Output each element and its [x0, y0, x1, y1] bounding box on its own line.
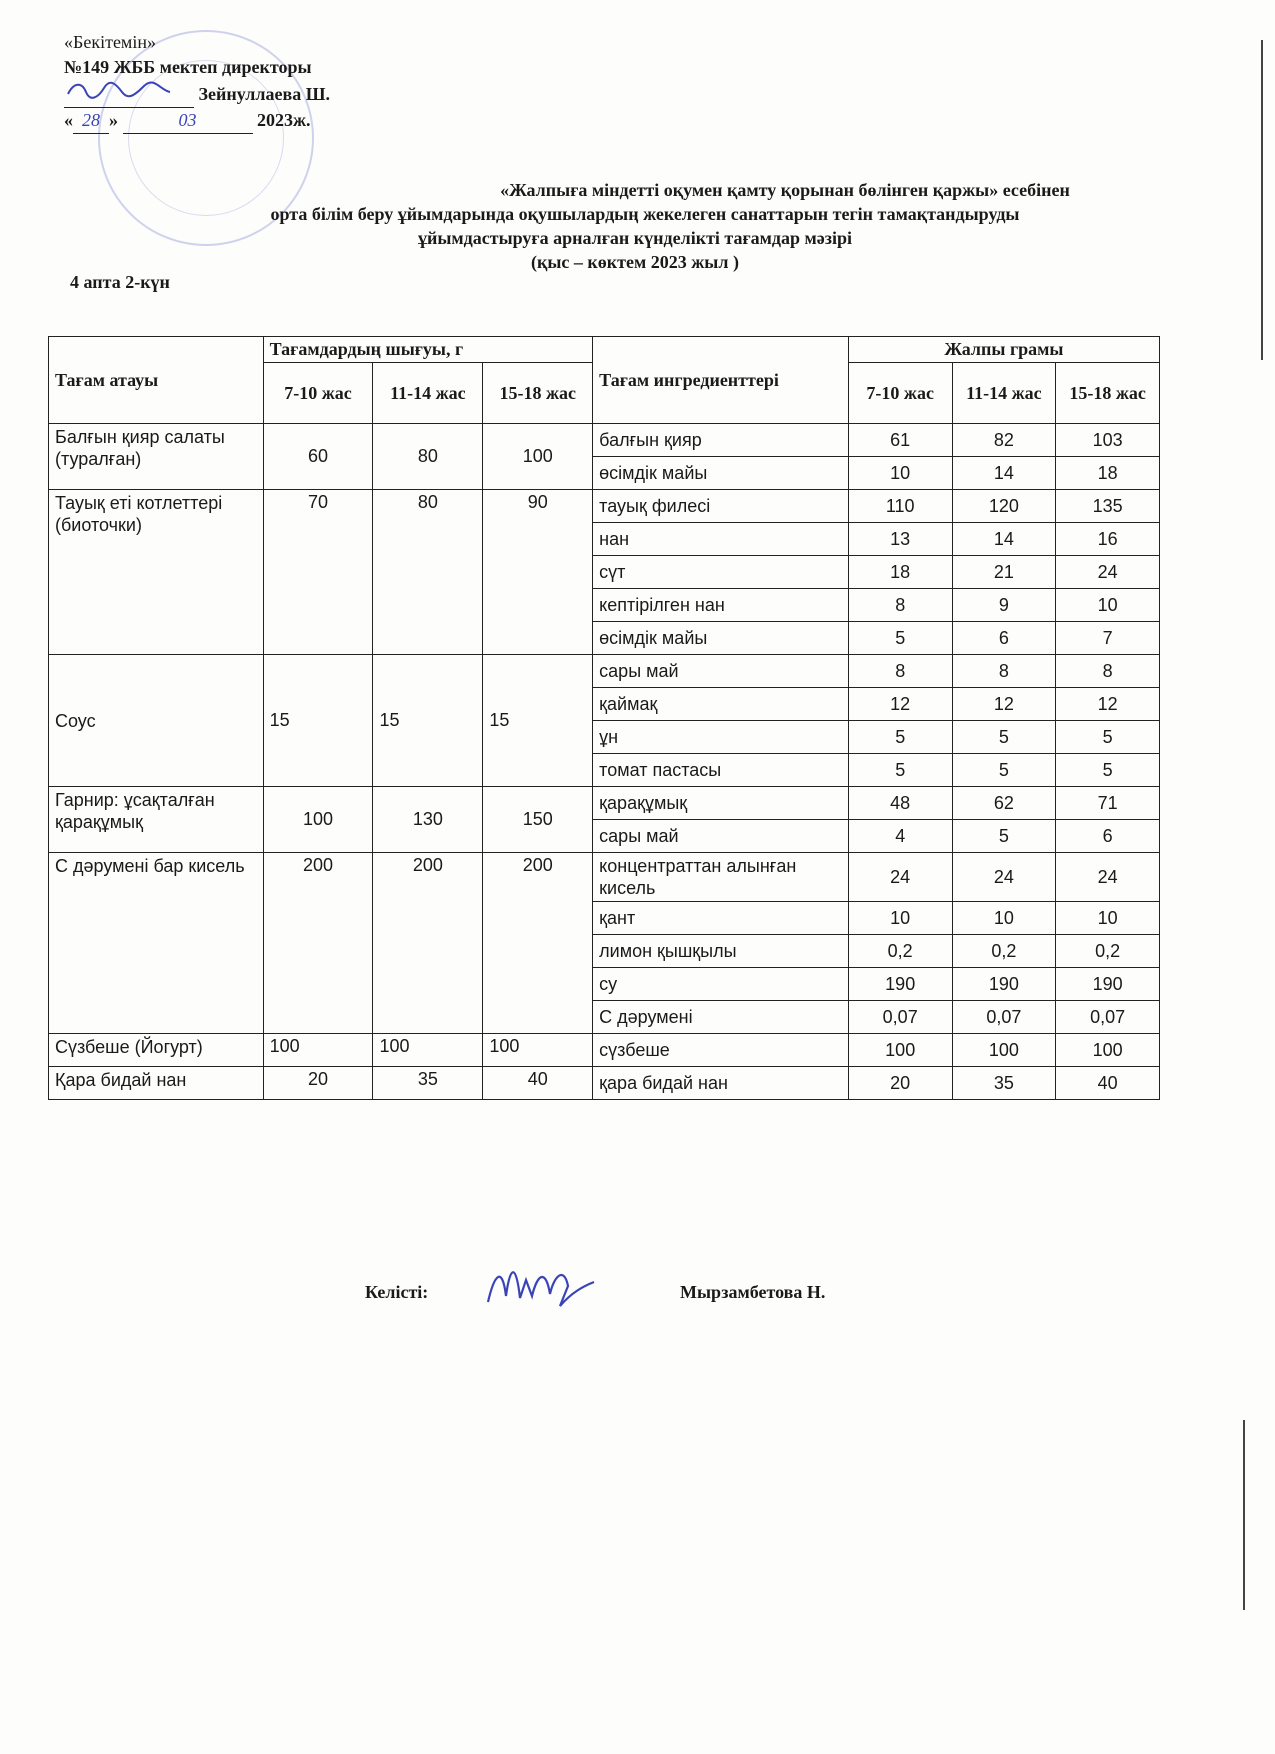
agreed-name: Мырзамбетова Н. — [680, 1282, 826, 1302]
ingredient-name: концентраттан алынған кисель — [593, 853, 849, 902]
total-value: 12 — [952, 688, 1056, 721]
total-value: 0,07 — [952, 1001, 1056, 1034]
approval-position: №149 ЖББ мектеп директоры — [64, 57, 312, 77]
dish-output: 200 — [263, 853, 373, 1034]
week-day-label: 4 апта 2-күн — [70, 272, 170, 292]
ingredient-name: өсімдік майы — [593, 622, 849, 655]
total-value: 5 — [848, 721, 952, 754]
approval-date-month: 03 — [123, 108, 253, 134]
header-age-out-1: 7-10 жас — [263, 363, 373, 424]
total-value: 5 — [1056, 721, 1160, 754]
dish-output: 100 — [373, 1034, 483, 1067]
dish-output: 40 — [483, 1067, 593, 1100]
ingredient-name: ұн — [593, 721, 849, 754]
ingredient-name: нан — [593, 523, 849, 556]
total-value: 16 — [1056, 523, 1160, 556]
total-value: 35 — [952, 1067, 1056, 1100]
dish-output: 20 — [263, 1067, 373, 1100]
total-value: 7 — [1056, 622, 1160, 655]
approval-date-day: 28 — [73, 108, 109, 134]
ingredient-name: қара бидай нан — [593, 1067, 849, 1100]
ingredient-name: қаймақ — [593, 688, 849, 721]
header-age-tot-2: 11-14 жас — [952, 363, 1056, 424]
approval-signature — [64, 80, 194, 108]
total-value: 10 — [848, 902, 952, 935]
approval-date-line: « 28 » 03 2023ж. — [64, 108, 330, 134]
ingredient-name: сүзбеше — [593, 1034, 849, 1067]
total-value: 190 — [1056, 968, 1160, 1001]
signature-icon — [64, 80, 174, 100]
dish-output: 200 — [373, 853, 483, 1034]
dish-output: 200 — [483, 853, 593, 1034]
dish-name: Тауық еті котлеттері (биоточки) — [49, 490, 264, 655]
ingredient-name: сүт — [593, 556, 849, 589]
total-value: 24 — [1056, 853, 1160, 902]
ingredient-name: сары май — [593, 655, 849, 688]
total-value: 14 — [952, 523, 1056, 556]
dish-output: 15 — [373, 655, 483, 787]
total-value: 0,2 — [1056, 935, 1160, 968]
agreed-label: Келісті: — [365, 1282, 429, 1302]
header-dish: Тағам атауы — [49, 337, 264, 424]
ingredient-name: су — [593, 968, 849, 1001]
total-value: 18 — [848, 556, 952, 589]
total-value: 13 — [848, 523, 952, 556]
dish-output: 130 — [373, 787, 483, 853]
dish-output: 100 — [483, 1034, 593, 1067]
table-row — [49, 787, 1160, 820]
header-age-tot-3: 15-18 жас — [1056, 363, 1160, 424]
total-value: 71 — [1056, 787, 1160, 820]
approval-director-line — [64, 80, 330, 108]
total-value: 5 — [1056, 754, 1160, 787]
dish-output: 100 — [263, 787, 373, 853]
header-output: Тағамдардың шығуы, г — [263, 337, 593, 363]
header-age-out-2: 11-14 жас — [373, 363, 483, 424]
total-value: 14 — [952, 457, 1056, 490]
total-value: 8 — [1056, 655, 1160, 688]
header-total: Жалпы грамы — [848, 337, 1159, 363]
total-value: 135 — [1056, 490, 1160, 523]
total-value: 6 — [1056, 820, 1160, 853]
scan-edge-line — [1261, 40, 1263, 360]
dish-output: 15 — [263, 655, 373, 787]
approval-block — [64, 30, 330, 134]
total-value: 12 — [848, 688, 952, 721]
total-value: 8 — [848, 589, 952, 622]
total-value: 8 — [848, 655, 952, 688]
dish-name: Балғын қияр салаты (туралған) — [49, 424, 264, 490]
title-line-4: (қыс – көктем 2023 жыл ) — [531, 252, 739, 272]
ingredient-name: сары май — [593, 820, 849, 853]
dish-name: Қара бидай нан — [49, 1067, 264, 1100]
total-value: 5 — [848, 754, 952, 787]
total-value: 190 — [952, 968, 1056, 1001]
table-row — [49, 655, 1160, 688]
total-value: 12 — [1056, 688, 1160, 721]
title-line-3: ұйымдастыруға арналған күнделікті тағамдар мәзірі — [417, 228, 853, 248]
total-value: 0,2 — [848, 935, 952, 968]
total-value: 100 — [952, 1034, 1056, 1067]
table-row — [49, 1034, 1160, 1067]
total-value: 5 — [952, 721, 1056, 754]
total-value: 8 — [952, 655, 1056, 688]
title-line-1: «Жалпыға міндетті оқумен қамту қорынан бөлінген қаржы» есебінен — [500, 180, 1070, 200]
ingredient-name: лимон қышқылы — [593, 935, 849, 968]
total-value: 100 — [848, 1034, 952, 1067]
total-value: 48 — [848, 787, 952, 820]
total-value: 24 — [952, 853, 1056, 902]
table-row — [49, 853, 1160, 902]
approval-director-name: Зейнуллаева Ш. — [198, 84, 330, 104]
title-line-2: орта білім беру ұйымдарында оқушылардың жекелеген санаттарын тегін тамақтандыруды — [270, 204, 1020, 224]
header-ingredients: Тағам ингредиенттері — [593, 337, 849, 424]
total-value: 62 — [952, 787, 1056, 820]
total-value: 61 — [848, 424, 952, 457]
total-value: 10 — [952, 902, 1056, 935]
dish-output: 70 — [263, 490, 373, 655]
total-value: 5 — [848, 622, 952, 655]
dish-output: 80 — [373, 424, 483, 490]
total-value: 0,07 — [1056, 1001, 1160, 1034]
ingredient-name: С дәрумені — [593, 1001, 849, 1034]
total-value: 21 — [952, 556, 1056, 589]
ingredient-name: қант — [593, 902, 849, 935]
total-value: 40 — [1056, 1067, 1160, 1100]
total-value: 103 — [1056, 424, 1160, 457]
ingredient-name: қарақұмық — [593, 787, 849, 820]
total-value: 10 — [848, 457, 952, 490]
table-row — [49, 1067, 1160, 1100]
total-value: 5 — [952, 820, 1056, 853]
ingredient-name: томат пастасы — [593, 754, 849, 787]
dish-name: Соус — [49, 655, 264, 787]
signature-icon — [480, 1256, 600, 1312]
dish-output: 80 — [373, 490, 483, 655]
total-value: 20 — [848, 1067, 952, 1100]
table-row — [49, 490, 1160, 523]
ingredient-name: тауық филесі — [593, 490, 849, 523]
agreed-block — [365, 1282, 826, 1303]
total-value: 82 — [952, 424, 1056, 457]
total-value: 0,07 — [848, 1001, 952, 1034]
total-value: 4 — [848, 820, 952, 853]
dish-name: Сүзбеше (Йогурт) — [49, 1034, 264, 1067]
total-value: 10 — [1056, 902, 1160, 935]
total-value: 0,2 — [952, 935, 1056, 968]
dish-output: 35 — [373, 1067, 483, 1100]
total-value: 100 — [1056, 1034, 1160, 1067]
total-value: 24 — [848, 853, 952, 902]
total-value: 5 — [952, 754, 1056, 787]
dish-name: Гарнир: ұсақталған қарақұмық — [49, 787, 264, 853]
ingredient-name: балғын қияр — [593, 424, 849, 457]
total-value: 6 — [952, 622, 1056, 655]
ingredient-name: кептірілген нан — [593, 589, 849, 622]
dish-output: 150 — [483, 787, 593, 853]
scan-edge-line — [1243, 1420, 1245, 1610]
header-age-out-3: 15-18 жас — [483, 363, 593, 424]
total-value: 10 — [1056, 589, 1160, 622]
header-age-tot-1: 7-10 жас — [848, 363, 952, 424]
approval-label: «Бекітемін» — [64, 32, 156, 52]
total-value: 24 — [1056, 556, 1160, 589]
dish-output: 100 — [483, 424, 593, 490]
dish-output: 100 — [263, 1034, 373, 1067]
total-value: 18 — [1056, 457, 1160, 490]
total-value: 9 — [952, 589, 1056, 622]
total-value: 120 — [952, 490, 1056, 523]
total-value: 110 — [848, 490, 952, 523]
table-row — [49, 424, 1160, 457]
dish-output: 60 — [263, 424, 373, 490]
dish-output: 90 — [483, 490, 593, 655]
dish-name: С дәрумені бар кисель — [49, 853, 264, 1034]
approval-year: 2023ж. — [257, 110, 311, 130]
total-value: 190 — [848, 968, 952, 1001]
menu-table — [48, 336, 1160, 1100]
ingredient-name: өсімдік майы — [593, 457, 849, 490]
document-title — [100, 178, 1170, 274]
dish-output: 15 — [483, 655, 593, 787]
